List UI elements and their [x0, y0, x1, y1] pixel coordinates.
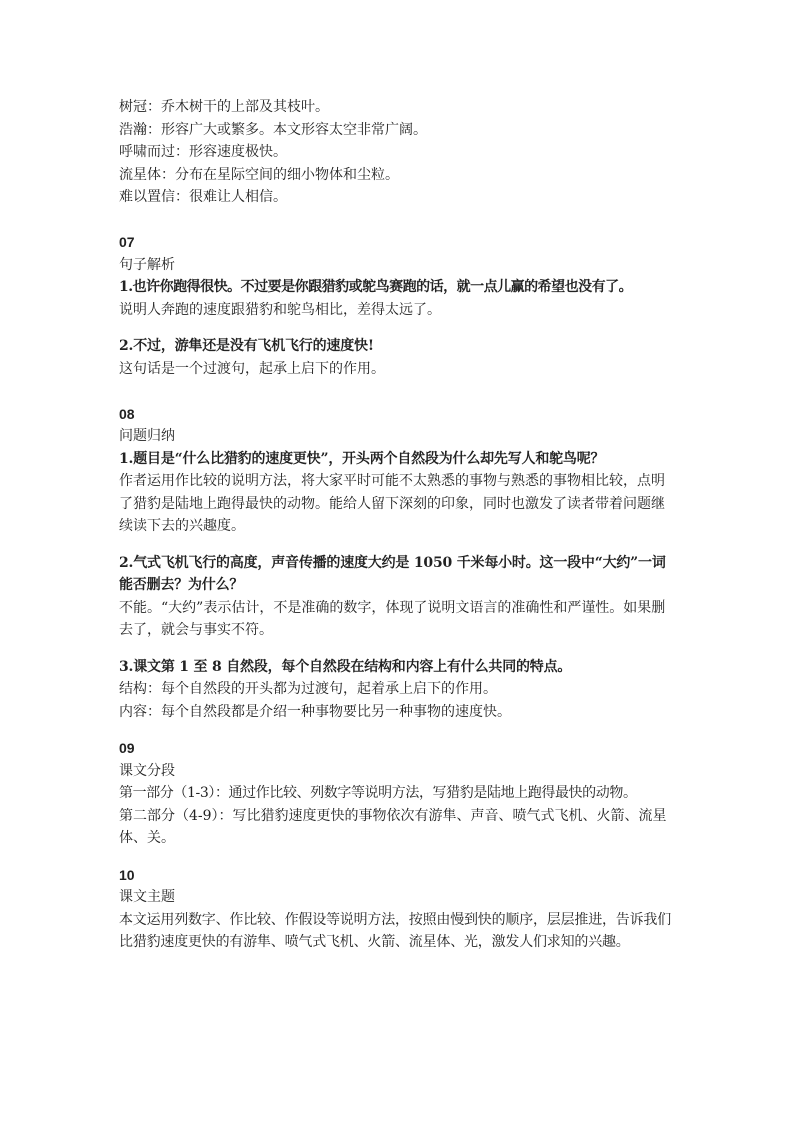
question: 3.课文第 1 至 8 自然段，每个自然段在结构和内容上有什么共同的特点。 — [119, 658, 572, 675]
section-number: 10 — [119, 866, 135, 883]
section-07 — [119, 231, 679, 380]
answer: 作者运用作比较的说明方法，将大家平时可能不太熟悉的事物与熟悉的事物相比较，点明了猎豹是陆地上跑得最快的动物。能给人留下深刻的印象，同时也激发了读者带着问题继续读下去的兴趣度。 — [119, 473, 665, 534]
section-09 — [119, 737, 679, 850]
section-10 — [119, 864, 679, 954]
answer: 这句话是一个过渡句，起承上启下的作用。 — [119, 360, 385, 377]
glossary-entry: 难以置信：很难让人相信。 — [119, 189, 287, 205]
document-page — [119, 96, 679, 954]
question: 2.不过，游隼还是没有飞机飞行的速度快! — [119, 338, 374, 354]
glossary-entry: 树冠：乔木树干的上部及其枝叶。 — [119, 99, 329, 115]
section-title: 问题归纳 — [119, 428, 175, 444]
section-number: 08 — [119, 405, 135, 422]
part-two: 第二部分（4-9）：写比猎豹速度更快的事物依次有游隼、声音、喷气式飞机、火箭、流星体、关。 — [119, 807, 667, 846]
section-08 — [119, 403, 679, 724]
question: 2.气式飞机飞行的高度，声音传播的速度大约是 1050 千米每小时。这一段中“大约”一词能否删去？为什么？ — [119, 554, 666, 593]
answer-content: 内容：每个自然段都是介绍一种事物要比另一种事物的速度快。 — [119, 703, 511, 720]
section-title: 课文主题 — [119, 889, 175, 905]
answer: 不能。“大约”表示估计，不是准确的数字，体现了说明文语言的准确性和严谨性。如果删去了，就会与事实不符。 — [119, 599, 666, 638]
section-number: 07 — [119, 234, 135, 250]
glossary-entry: 呼啸而过：形容速度极快。 — [119, 144, 287, 160]
glossary — [119, 96, 679, 209]
part-one: 第一部分（1-3）：通过作比较、列数字等说明方法，写猎豹是陆地上跑得最快的动物。 — [119, 785, 637, 801]
theme-body: 本文运用列数字、作比较、作假设等说明方法，按照由慢到快的顺序，层层推进，告诉我们比猎豹速度更快的有游隼、喷气式飞机、火箭、流星体、光，激发人们求知的兴趣。 — [119, 911, 671, 950]
section-number: 09 — [119, 740, 135, 756]
answer-structure: 结构：每个自然段的开头都为过渡句，起着承上启下的作用。 — [119, 681, 497, 697]
question: 1.也许你跑得很快。不过要是你跟猎豹或鸵鸟赛跑的话，就一点儿赢的希望也没有了。 — [119, 279, 633, 295]
section-title: 句子解析 — [119, 256, 175, 273]
glossary-entry: 浩瀚：形容广大或繁多。本文形容太空非常广阔。 — [119, 121, 427, 138]
section-title: 课文分段 — [119, 762, 175, 779]
glossary-entry: 流星体：分布在星际空间的细小物体和尘粒。 — [119, 166, 399, 183]
question: 1.题目是“什么比猎豹的速度更快”，开头两个自然段为什么却先写人和鸵鸟呢？ — [119, 450, 605, 467]
answer: 说明人奔跑的速度跟猎豹和鸵鸟相比，差得太远了。 — [119, 301, 441, 318]
